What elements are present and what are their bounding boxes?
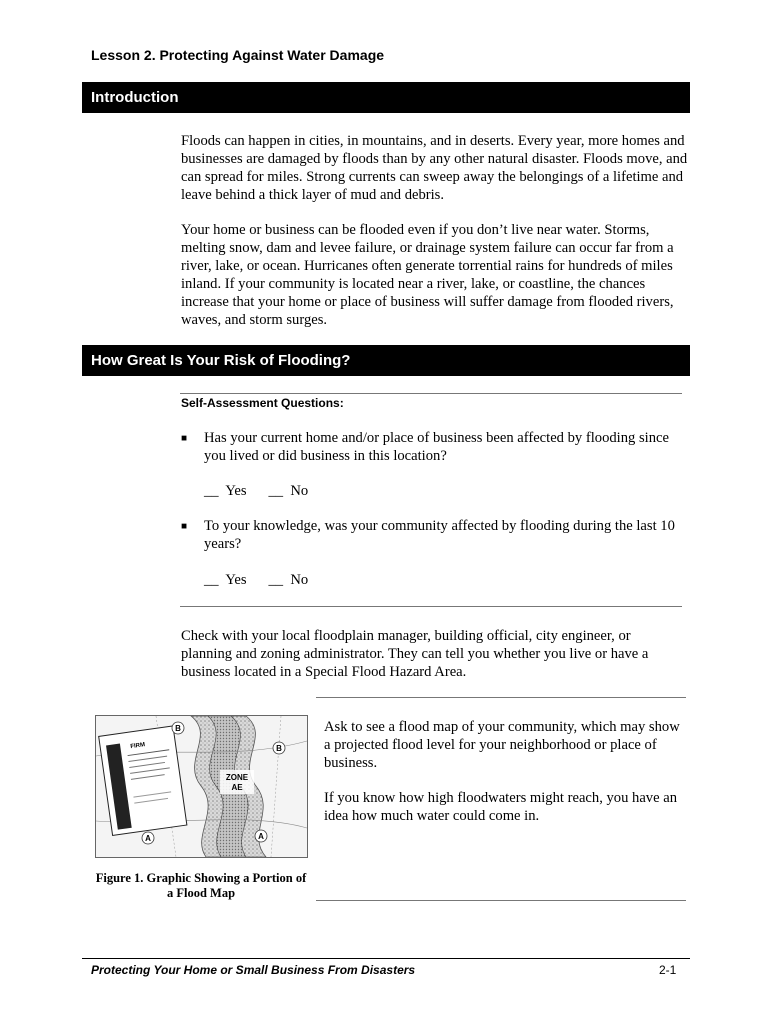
map-paragraph-2: If you know how high floodwaters might reach, you have an idea how much water could come in.	[324, 790, 678, 824]
footer-divider	[82, 958, 690, 959]
card-title: FIRM	[130, 742, 146, 751]
divider-top	[180, 393, 682, 394]
footer-title: Protecting Your Home or Small Business From Disasters	[91, 963, 416, 977]
question-1: Has your current home and/or place of business been affected by flooding since you lived or did business in this location?	[204, 430, 669, 464]
divider-map-top	[316, 697, 686, 698]
intro-paragraph-1: Floods can happen in cities, in mountains, and in deserts. Every year, more homes and businesses are damaged by floods than by any other natural disaster. Floods move, and can spread for miles. Strong currents can sweep away the belongings of a lifetime and leave behind a thick layer of mud and debris.	[181, 133, 688, 203]
zone-a-marker-2	[255, 830, 267, 842]
divider-bottom	[180, 606, 682, 607]
bullet-icon: ■	[181, 521, 188, 532]
zone-b-marker-2	[273, 742, 285, 754]
bullet-icon: ■	[181, 433, 188, 444]
flood-map-graphic	[96, 716, 307, 857]
svg-text:B: B	[276, 744, 282, 753]
self-assessment-heading: Self-Assessment Questions:	[181, 396, 344, 410]
svg-text:A: A	[258, 832, 264, 841]
question-2: To your knowledge, was your community affected by flooding during the last 10 years?	[204, 518, 675, 552]
svg-text:B: B	[175, 724, 181, 733]
divider-map-bottom	[316, 900, 686, 901]
zone-ae-label-line2: AE	[231, 783, 243, 792]
lesson-title: Lesson 2. Protecting Against Water Damage	[91, 47, 385, 63]
page-number: 2-1	[659, 963, 677, 977]
figure-caption-line-2: a Flood Map	[166, 886, 236, 900]
answers-2: __ Yes __ No	[204, 572, 309, 588]
check-paragraph: Check with your local floodplain manager, building official, city engineer, or planning and zoning administrator. They can tell you whether you live or have a business located in a Special Flood Hazard Area.	[181, 628, 649, 680]
section-heading-introduction: Introduction	[82, 82, 690, 113]
flood-map-figure	[95, 715, 308, 858]
zone-b-marker-1	[172, 722, 184, 734]
intro-paragraph-2: Your home or business can be flooded even if you don’t live near water. Storms, melting snow, dam and levee failure, or drainage system failure can occur far from a river, lake, or ocean. Hurricanes often generate torrential rains for hundreds of miles inland. If your community is located near a river, lake, or coastline, the chances increase that your home or place of business will suffer damage from flooded rivers, waves, and storm surges.	[181, 222, 674, 328]
figure-caption-line-1: Figure 1. Graphic Showing a Portion of	[95, 871, 307, 885]
answers-1: __ Yes __ No	[204, 483, 309, 499]
map-paragraph-1: Ask to see a flood map of your community, which may show a projected flood level for your neighborhood or place of business.	[324, 719, 680, 771]
zone-ae-label-line1: ZONE	[225, 773, 249, 782]
svg-text:A: A	[145, 834, 151, 843]
zone-a-marker-1	[142, 832, 154, 844]
figure-caption	[90, 871, 312, 901]
section-heading-risk: How Great Is Your Risk of Flooding?	[82, 345, 690, 376]
